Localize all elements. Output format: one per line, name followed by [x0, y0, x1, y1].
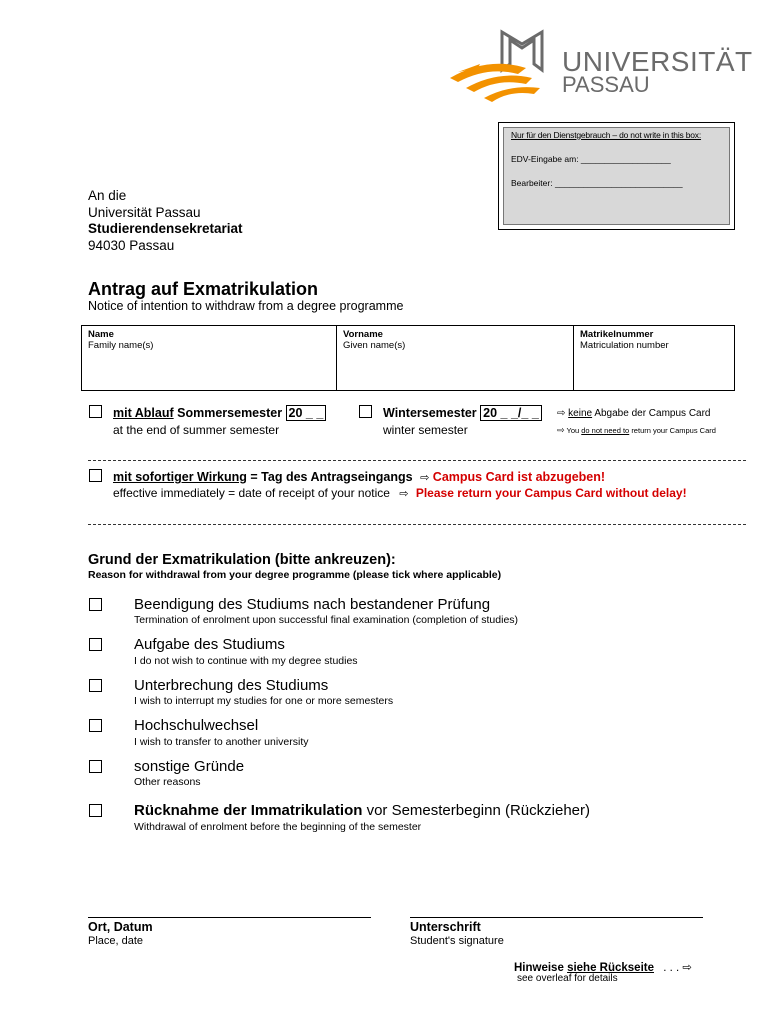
winter-year-field[interactable]: 20 _ _/_ _: [480, 405, 542, 421]
matrikel-label: Matrikelnummer: [580, 329, 654, 340]
reason-3-label-en: I wish to interrupt my studies for one or more semesters: [134, 695, 394, 707]
name-label-en: Family name(s): [88, 340, 154, 351]
address-line3: Studierendensekretariat: [88, 221, 243, 236]
hinweise-text: Hinweise: [514, 962, 564, 974]
sommersemester-text: Sommersemester: [177, 406, 283, 420]
address-line4: 94030 Passau: [88, 237, 175, 253]
name-field[interactable]: [82, 326, 336, 390]
reason-4-label-en: I wish to transfer to another university: [134, 736, 309, 748]
reason-2-label-en: I do not wish to continue with my degree studies: [134, 655, 358, 667]
immediate-en: [113, 486, 687, 500]
reason-6-label-en: Withdrawal of enrolment before the beginning of the semester: [134, 821, 422, 833]
campus-card-return-de: Campus Card ist abzugeben!: [432, 470, 606, 484]
office-use-box: [498, 122, 735, 230]
reasons-heading: Grund der Exmatrikulation (bitte ankreuzen):: [88, 552, 396, 568]
summer-year-field[interactable]: 20 _ _: [286, 405, 327, 421]
signature-line[interactable]: [410, 917, 703, 918]
mit-ablauf-text: mit Ablauf: [113, 406, 174, 420]
divider-dashed-2: [88, 524, 746, 525]
page-subtitle: Notice of intention to withdraw from a degree programme: [88, 299, 404, 313]
reason-5-checkbox[interactable]: [89, 760, 102, 773]
vorname-field[interactable]: [337, 326, 573, 390]
vorname-label-en: Given name(s): [343, 340, 406, 351]
reason-3-label: Unterbrechung des Studiums: [134, 677, 329, 694]
reason-1-checkbox[interactable]: [89, 598, 102, 611]
winter-semester-en: winter semester: [383, 423, 468, 437]
address-line2: Universität Passau: [88, 204, 201, 220]
vor-semesterbeginn-text: vor Semesterbeginn (Rückzieher): [366, 802, 591, 819]
place-date-line[interactable]: [88, 917, 371, 918]
arrow-icon: ⇨: [682, 960, 693, 974]
logo-text-line1: UNIVERSITÄT: [562, 46, 753, 77]
matrikel-label-en: Matriculation number: [580, 340, 669, 351]
wintersemester-text: Wintersemester: [383, 406, 477, 420]
arrow-icon: ⇨: [420, 471, 430, 484]
siehe-rueckseite-text: siehe Rückseite: [567, 962, 654, 974]
reason-6-label: [134, 802, 590, 819]
reason-2-label: Aufgabe des Studiums: [134, 636, 285, 653]
campus-card-text: Abgabe der Campus Card: [594, 408, 711, 419]
summer-semester-en: at the end of summer semester: [113, 423, 280, 437]
arrow-icon: ⇨: [399, 487, 409, 500]
reason-5-label: sonstige Gründe: [134, 758, 245, 775]
ruecknahme-text: Rücknahme der Immatrikulation: [134, 802, 363, 819]
arrow-icon: ⇨: [557, 426, 565, 436]
overleaf-note: [514, 960, 692, 974]
reason-6-checkbox[interactable]: [89, 804, 102, 817]
immediate-en-text: effective immediately = date of receipt of your notice: [113, 486, 390, 500]
university-logo: [448, 26, 753, 106]
name-label: Name: [88, 329, 114, 340]
no-card-note: [557, 408, 711, 419]
office-use-inner: [503, 127, 730, 225]
immediate-label: [113, 470, 605, 484]
dots-text: . . .: [663, 962, 680, 974]
mit-sofortiger-wirkung-text: mit sofortiger Wirkung: [113, 470, 247, 484]
signature-label-en: Student's signature: [410, 935, 504, 947]
reason-2-checkbox[interactable]: [89, 638, 102, 651]
edv-field: EDV-Eingabe am: ___________________: [511, 154, 671, 164]
reason-1-label: Beendigung des Studiums nach bestandener Prüfung: [134, 596, 491, 613]
logo-emblem: [448, 26, 568, 106]
matrikel-field[interactable]: [574, 326, 734, 390]
divider-dashed-1: [88, 460, 746, 461]
place-date-label: Ort, Datum: [88, 920, 153, 934]
overleaf-note-en: see overleaf for details: [517, 973, 618, 984]
reason-1-label-en: Termination of enrolment upon successful final examination (completion of studies): [134, 614, 519, 626]
campus-card-return-en: Please return your Campus Card without delay!: [415, 486, 687, 500]
place-date-label-en: Place, date: [88, 935, 144, 947]
page-title: Antrag auf Exmatrikulation: [88, 279, 319, 299]
you-text: You: [566, 426, 580, 435]
signature-label: Unterschrift: [410, 920, 481, 934]
tag-des-antragseingangs-text: = Tag des Antragseingangs: [250, 470, 413, 484]
address-line1: An die: [88, 188, 127, 203]
bearbeiter-field: Bearbeiter: ___________________________: [511, 178, 683, 188]
summer-semester-checkbox[interactable]: [89, 405, 102, 418]
vorname-label: Vorname: [343, 329, 383, 340]
winter-semester-label: [383, 406, 542, 420]
reason-4-label: Hochschulwechsel: [134, 717, 259, 734]
reason-3-checkbox[interactable]: [89, 679, 102, 692]
arrow-icon: ⇨: [557, 408, 566, 419]
immediate-checkbox[interactable]: [89, 469, 102, 482]
reason-4-checkbox[interactable]: [89, 719, 102, 732]
name-table: [81, 325, 735, 391]
logo-text-line2: PASSAU: [562, 72, 650, 97]
no-card-note-en: [557, 426, 716, 436]
address-block: [88, 188, 243, 254]
keine-text: keine: [568, 408, 593, 419]
return-card-text: return your Campus Card: [631, 426, 716, 435]
summer-semester-label: [113, 406, 326, 420]
reason-5-label-en: Other reasons: [134, 776, 201, 788]
winter-semester-checkbox[interactable]: [359, 405, 372, 418]
do-not-need-text: do not need to: [581, 426, 630, 435]
reasons-subheading: Reason for withdrawal from your degree programme (please tick where applicable): [88, 569, 502, 581]
office-use-title: Nur für den Dienstgebrauch – do not write in this box:: [511, 130, 702, 140]
